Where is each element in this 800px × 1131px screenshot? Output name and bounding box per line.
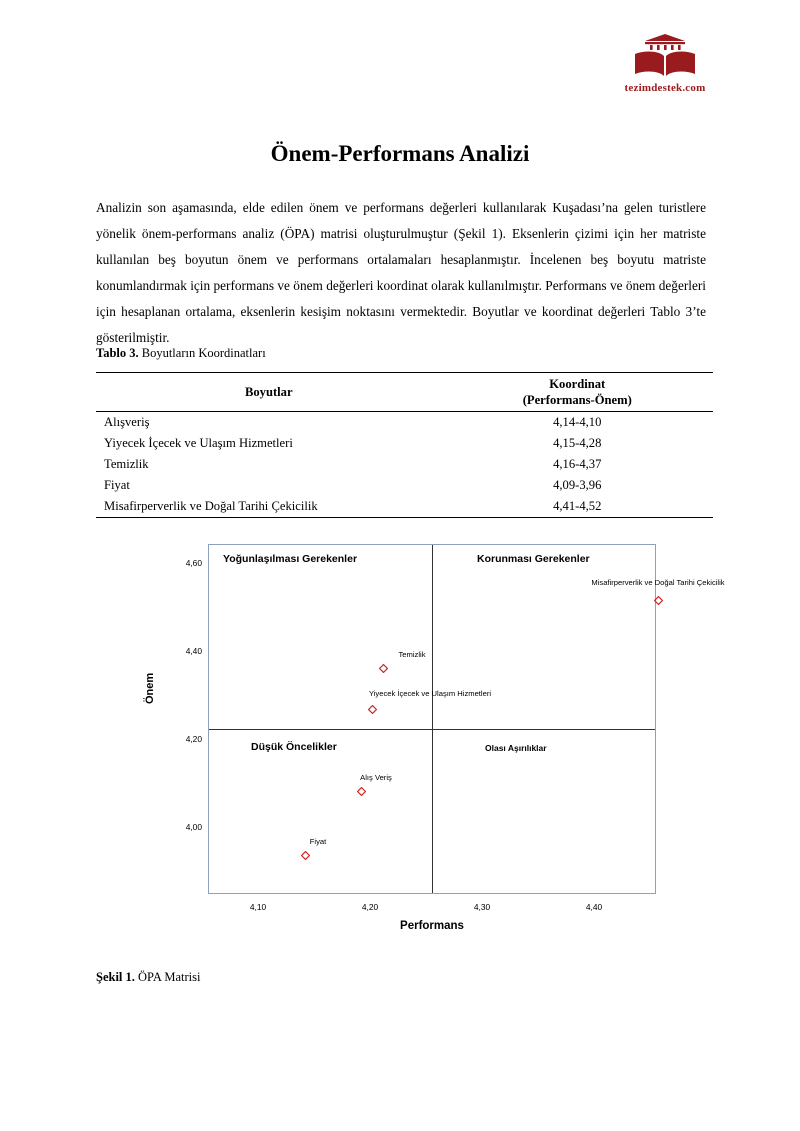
scatter-point-label: Temizlik xyxy=(398,650,426,659)
table-row xyxy=(96,496,713,518)
table-header-coordinate-line2: (Performans-Önem) xyxy=(522,392,632,407)
scatter-point-label: Alış Veriş xyxy=(360,773,392,782)
chart-x-tick-label: 4,30 xyxy=(473,902,491,912)
chart-vertical-divider xyxy=(432,545,433,893)
scatter-point-label: Fiyat xyxy=(309,837,327,846)
ipa-matrix-chart xyxy=(144,528,725,948)
table-row xyxy=(96,412,713,433)
body-paragraph: Analizin son aşamasında, elde edilen önem ve performans değerleri kullanılarak Kuşadası’na gelen turistlere yönelik önem-performans analiz (ÖPA) matrisi oluşturulmuştur (Şekil 1). Eksenlerin çizimi için her matriste kullanılan beş boyutun önem ve performans ortalamaları hesaplanmıştır. İncelenen beş boyutu matriste konumlandırmak için performans ve önem değerleri koordinat olarak kullanılmıştır. Performans ve önem değerleri için hesaplanan ortalama, eksenlerin kesişim noktasını vermektedir. Boyutlar ve koordinat değerleri Tablo 3’te gösterilmiştir. xyxy=(96,200,706,345)
table-row xyxy=(96,454,713,475)
table-row xyxy=(96,475,713,496)
table-cell-coordinate: 4,14-4,10 xyxy=(553,415,602,430)
chart-y-tick-label: 4,60 xyxy=(185,558,202,568)
figure-caption-label: Şekil 1. xyxy=(96,970,135,984)
table-cell-coordinate: 4,15-4,28 xyxy=(553,436,602,451)
chart-y-tick-label: 4,20 xyxy=(185,734,202,744)
table-cell-dimension: Fiyat xyxy=(104,478,130,493)
table-cell-dimension: Alışveriş xyxy=(104,415,150,430)
quadrant-label-bottom-right: Olası Aşırılıklar xyxy=(485,743,547,753)
table-caption xyxy=(96,346,716,361)
chart-x-tick-label: 4,10 xyxy=(249,902,267,912)
chart-x-tick-label: 4,40 xyxy=(585,902,603,912)
table-cell-dimension: Temizlik xyxy=(104,457,149,472)
table-header-row xyxy=(96,373,713,412)
scatter-point-label: Yiyecek İçecek ve Ulaşım Hizmetleri xyxy=(368,689,492,698)
chart-x-axis-title: Performans xyxy=(400,920,464,932)
chart-horizontal-divider xyxy=(209,729,655,730)
scatter-point[interactable] xyxy=(301,847,310,856)
figure-caption-text: ÖPA Matrisi xyxy=(134,970,201,984)
site-logo xyxy=(590,34,740,94)
chart-plot-area xyxy=(208,544,656,894)
table-header-coordinate xyxy=(442,373,713,412)
page-title: Önem-Performans Analizi xyxy=(270,141,530,167)
chart-y-tick-label: 4,40 xyxy=(185,646,202,656)
scatter-point[interactable] xyxy=(368,701,377,710)
table-header-dimensions: Boyutlar xyxy=(244,384,293,399)
quadrant-label-top-left: Yoğunlaşılması Gerekenler xyxy=(223,553,358,565)
chart-y-tick-label: 4,00 xyxy=(185,822,202,832)
table-header-coordinate-line1: Koordinat xyxy=(549,377,606,391)
quadrant-label-bottom-left: Düşük Öncelikler xyxy=(251,741,337,753)
scatter-point[interactable] xyxy=(357,783,366,792)
chart-x-tick-label: 4,20 xyxy=(361,902,379,912)
coordinates-table xyxy=(96,372,713,518)
table-cell-coordinate: 4,09-3,96 xyxy=(553,478,602,493)
scatter-point[interactable] xyxy=(654,592,663,601)
table-row xyxy=(96,433,713,454)
figure-caption xyxy=(96,970,200,985)
table-cell-dimension: Misafirperverlik ve Doğal Tarihi Çekicilik xyxy=(104,499,318,514)
book-logo-icon xyxy=(633,34,697,78)
logo-brand-text: tezimdestek.com xyxy=(624,82,706,94)
table-cell-coordinate: 4,16-4,37 xyxy=(553,457,602,472)
table-cell-coordinate: 4,41-4,52 xyxy=(553,499,602,514)
table-cell-dimension: Yiyecek İçecek ve Ulaşım Hizmetleri xyxy=(104,436,293,451)
table-caption-label: Tablo 3. xyxy=(96,346,139,360)
chart-y-axis-title: Önem xyxy=(144,672,156,704)
scatter-point-label: Misafirperverlik ve Doğal Tarihi Çekicilik xyxy=(591,578,725,587)
scatter-point[interactable] xyxy=(379,660,388,669)
quadrant-label-top-right: Korunması Gerekenler xyxy=(477,553,590,565)
table-caption-text: Boyutların Koordinatları xyxy=(138,346,266,360)
